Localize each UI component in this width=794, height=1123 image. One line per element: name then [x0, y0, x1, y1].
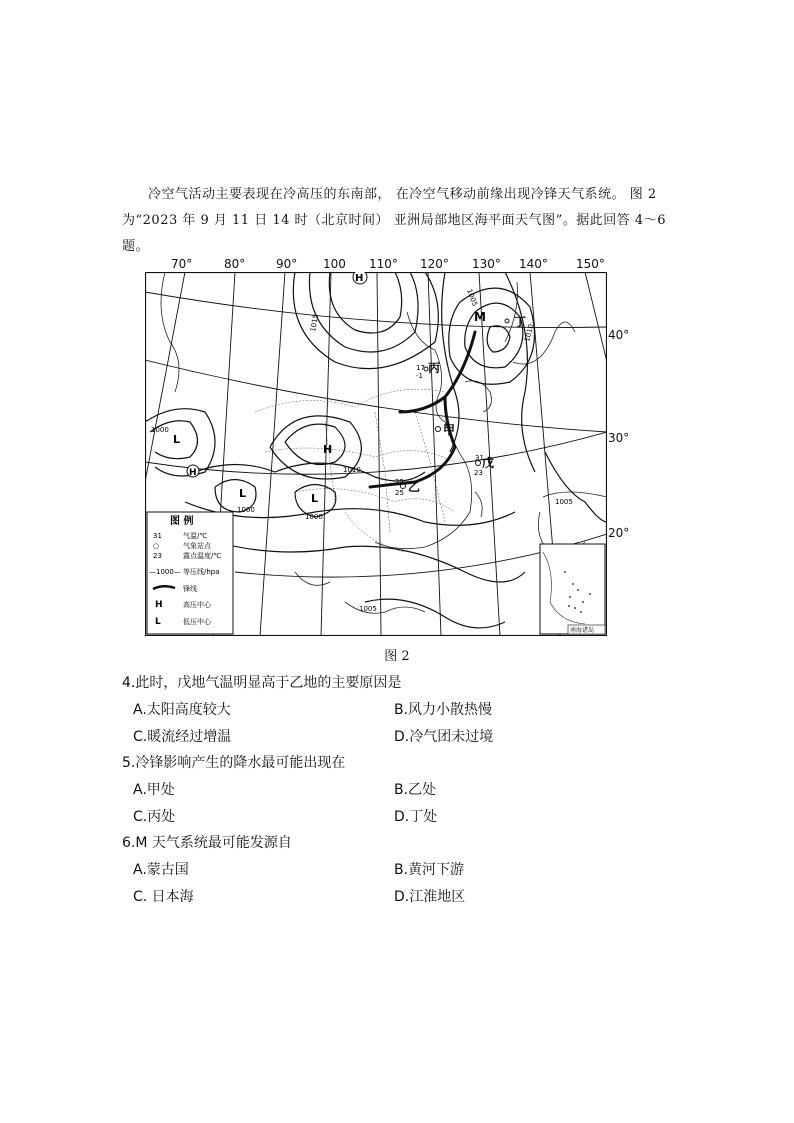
figure-caption: 图 2: [384, 649, 410, 664]
legend-label-6: 低压中心: [183, 618, 211, 626]
station-wu-temp: 31: [475, 454, 484, 462]
question-4-option-c: C.暖流经过增温: [133, 729, 232, 745]
legend-sym-0: 31: [153, 532, 162, 540]
question-5-option-c: C.丙处: [133, 809, 176, 825]
place-bing: 丙: [428, 361, 441, 375]
lat-label-30: 30°: [608, 431, 630, 445]
inset-south-china-sea: [540, 544, 605, 634]
question-6-stem: 6.M 天气系统最可能发源自: [122, 835, 292, 851]
lon-label-80: 80°: [224, 257, 246, 271]
lon-label-130: 130°: [472, 257, 501, 271]
high-center-north: H: [355, 273, 364, 284]
legend-sym-3: —1000—: [149, 568, 181, 576]
isobar-value-7: 1005: [359, 605, 377, 613]
place-wu: 戊: [482, 456, 495, 470]
legend-title: 图 例: [170, 516, 194, 527]
legend-label-5: 高压中心: [183, 601, 211, 609]
lon-label-90: 90°: [276, 257, 298, 271]
station-yi-temp: 25: [395, 478, 404, 486]
station-yi-dew: 25: [395, 489, 404, 497]
question-6-option-b: B.黄河下游: [394, 862, 465, 878]
question-5-option-b: B.乙处: [394, 782, 437, 798]
high-center-plateau: H: [323, 443, 333, 456]
question-6-option-d: D.江淮地区: [394, 889, 466, 905]
station-wu-dew: 23: [474, 469, 483, 477]
lon-label-70: 70°: [171, 257, 193, 271]
question-5-option-a: A.甲处: [133, 782, 175, 798]
station-bing-temp: 17: [416, 364, 425, 372]
lat-label-20: 20°: [608, 526, 630, 540]
intro-line-2: 为“2023 年 9 月 11 日 14 时（北京时间） 亚洲局部地区海平面天气图”。据此回答 4～6: [122, 213, 666, 228]
isobar-value-3: 1000: [151, 426, 169, 434]
legend-label-2: 露点温度/℃: [183, 552, 222, 560]
isobar-value-4: 1000: [237, 506, 255, 514]
inset-label: 南海诸岛: [570, 627, 595, 634]
question-5-stem: 5.冷锋影响产生的降水最可能出现在: [122, 755, 346, 771]
isobar-value-1: 1015: [309, 313, 321, 333]
isobar-value-2: 1010: [343, 466, 361, 474]
lon-label-100: 100: [323, 257, 346, 271]
question-4-option-a: A.太阳高度较大: [133, 702, 231, 718]
isobar-value-9: 1000: [305, 513, 323, 521]
question-6-option-c: C. 日本海: [133, 889, 194, 905]
legend-sym-2: 23: [153, 552, 162, 560]
lon-label-120: 120°: [420, 257, 449, 271]
lat-label-40: 40°: [608, 328, 630, 342]
question-4-stem: 4.此时，戊地气温明显高于乙地的主要原因是: [122, 675, 402, 691]
question-4-option-d: D.冷气团未过境: [394, 729, 494, 745]
question-6-option-a: A.蒙古国: [133, 862, 189, 878]
legend-label-0: 气温/℃: [183, 532, 208, 540]
place-yi: 乙: [408, 480, 421, 494]
lon-label-140: 140°: [519, 257, 548, 271]
legend-sym-6: L: [155, 617, 161, 627]
legend-label-3: 等压线/hpa: [183, 568, 220, 576]
question-5-option-d: D.丁处: [394, 809, 438, 825]
isobar-value-8: 1010: [523, 323, 536, 343]
lon-label-150: 150°: [576, 257, 605, 271]
intro-line-1: 冷空气活动主要表现在冷高压的东南部， 在冷空气移动前缘出现冷锋天气系统。 图 2: [148, 187, 657, 202]
high-center-west: H: [189, 468, 197, 478]
legend-label-4: 锋线: [183, 585, 197, 593]
weather-map: [145, 272, 607, 636]
legend-label-1: 气象站点: [183, 542, 211, 550]
low-center-1: L: [239, 487, 247, 500]
isobar-value-6: 1005: [555, 498, 573, 506]
lon-label-110: 110°: [369, 257, 398, 271]
legend: [147, 512, 233, 634]
question-4-option-b: B.风力小散热慢: [394, 702, 493, 718]
low-center-2: L: [311, 492, 319, 505]
low-center-west: L: [173, 433, 181, 446]
isobar-value-5: 1005: [465, 287, 479, 308]
place-jia: 甲: [443, 423, 456, 437]
legend-sym-5: H: [155, 600, 163, 610]
intro-line-3: 题。: [122, 239, 150, 254]
m-low-label: M: [474, 310, 486, 324]
intro-text: [122, 182, 670, 260]
legend-sym-1: ○: [153, 542, 160, 550]
place-ding: 丁: [514, 315, 527, 329]
station-bing-dew: -1: [416, 372, 423, 380]
